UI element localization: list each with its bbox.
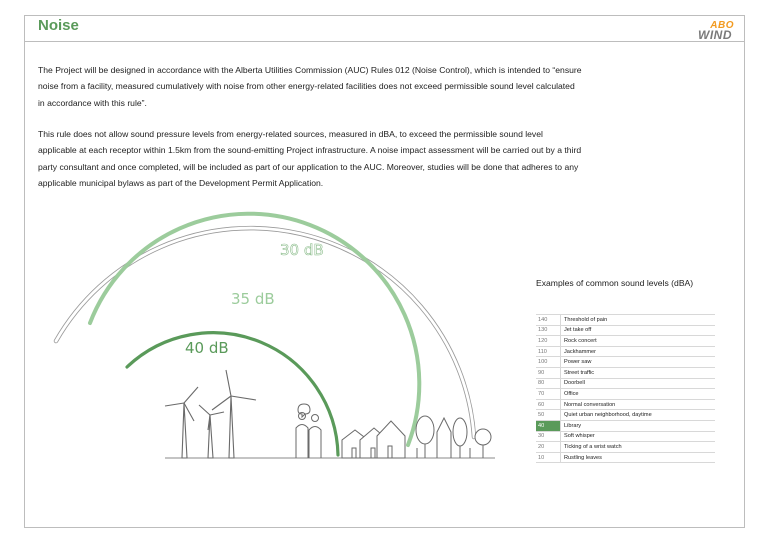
sound-level-db: 100 bbox=[536, 357, 561, 368]
sound-level-description: Rustling leaves bbox=[561, 452, 716, 463]
sound-level-db: 110 bbox=[536, 346, 561, 357]
sound-level-description: Library bbox=[561, 420, 716, 431]
sound-level-row bbox=[536, 357, 715, 368]
sound-level-row bbox=[536, 389, 715, 400]
sound-level-db: 60 bbox=[536, 399, 561, 410]
sound-level-row bbox=[536, 336, 715, 347]
sound-level-description: Jet take off bbox=[561, 325, 716, 336]
sound-level-description: Normal conversation bbox=[561, 399, 716, 410]
logo-wind-text: WIND bbox=[698, 28, 732, 42]
sound-level-description: Street traffic bbox=[561, 367, 716, 378]
label-35db: 35 dB bbox=[231, 290, 275, 308]
paragraph-auc-rule: The Project will be designed in accordance with the Alberta Utilities Commission (AUC) Rules 012 (Noise Control), which is intended to “ensure noise from a facility, measured cumulatively with noise from other energy-related facilities does not exceed permissible sound level calculated in accordance with this rule”. bbox=[38, 65, 582, 108]
sound-level-db: 140 bbox=[536, 315, 561, 326]
trees bbox=[416, 416, 491, 458]
sound-level-description: Rock concert bbox=[561, 336, 716, 347]
sound-level-row bbox=[536, 442, 715, 453]
sound-levels-table bbox=[536, 314, 715, 463]
paragraph-sound-pressure: This rule does not allow sound pressure levels from energy-related sources, measured in dBA, to exceed the permissible sound level applicable at each receptor within 1.5km from the sound-emitting Project infrastructure. A noise impact assessment will be carried out by a third party consultant and once completed, will be included as part of our application to the AUC. Moreover, studies will be done that adheres to any applicable municipal bylaws as part of the Development Permit Application. bbox=[38, 129, 582, 188]
page-title: Noise bbox=[38, 17, 79, 34]
sound-level-row bbox=[536, 378, 715, 389]
wind-turbines bbox=[165, 370, 256, 458]
sound-level-db: 90 bbox=[536, 367, 561, 378]
sound-level-row bbox=[536, 420, 715, 431]
sound-level-description: Office bbox=[561, 389, 716, 400]
arc-35db bbox=[90, 214, 419, 445]
houses bbox=[342, 421, 405, 458]
sound-level-row bbox=[536, 431, 715, 442]
sound-level-db: 50 bbox=[536, 410, 561, 421]
sound-level-description: Doorbell bbox=[561, 378, 716, 389]
sound-levels-title: Examples of common sound levels (dBA) bbox=[536, 278, 694, 288]
sound-level-db: 130 bbox=[536, 325, 561, 336]
sound-level-description: Quiet urban neighborhood, daytime bbox=[561, 410, 716, 421]
label-40db: 40 dB bbox=[185, 339, 229, 357]
logo-abo-text: ABO bbox=[710, 20, 734, 31]
sound-level-description: Soft whisper bbox=[561, 431, 716, 442]
sound-level-db: 30 bbox=[536, 431, 561, 442]
sound-level-description: Jackhammer bbox=[561, 346, 716, 357]
sound-level-row bbox=[536, 346, 715, 357]
sound-level-description: Ticking of a wrist watch bbox=[561, 442, 716, 453]
label-30db: 30 dB bbox=[280, 241, 324, 259]
sound-level-description: Threshold of pain bbox=[561, 315, 716, 326]
sound-level-db: 10 bbox=[536, 452, 561, 463]
sound-level-db: 70 bbox=[536, 389, 561, 400]
sound-level-db: 120 bbox=[536, 336, 561, 347]
sound-level-db: 40 bbox=[536, 420, 561, 431]
sound-level-row bbox=[536, 325, 715, 336]
sound-level-row bbox=[536, 315, 715, 326]
sound-level-row bbox=[536, 367, 715, 378]
sound-level-row bbox=[536, 410, 715, 421]
sound-level-db: 20 bbox=[536, 442, 561, 453]
sound-level-row bbox=[536, 399, 715, 410]
sound-level-description: Power saw bbox=[561, 357, 716, 368]
sound-level-row bbox=[536, 452, 715, 463]
sound-level-db: 80 bbox=[536, 378, 561, 389]
people-conversation bbox=[296, 404, 321, 458]
